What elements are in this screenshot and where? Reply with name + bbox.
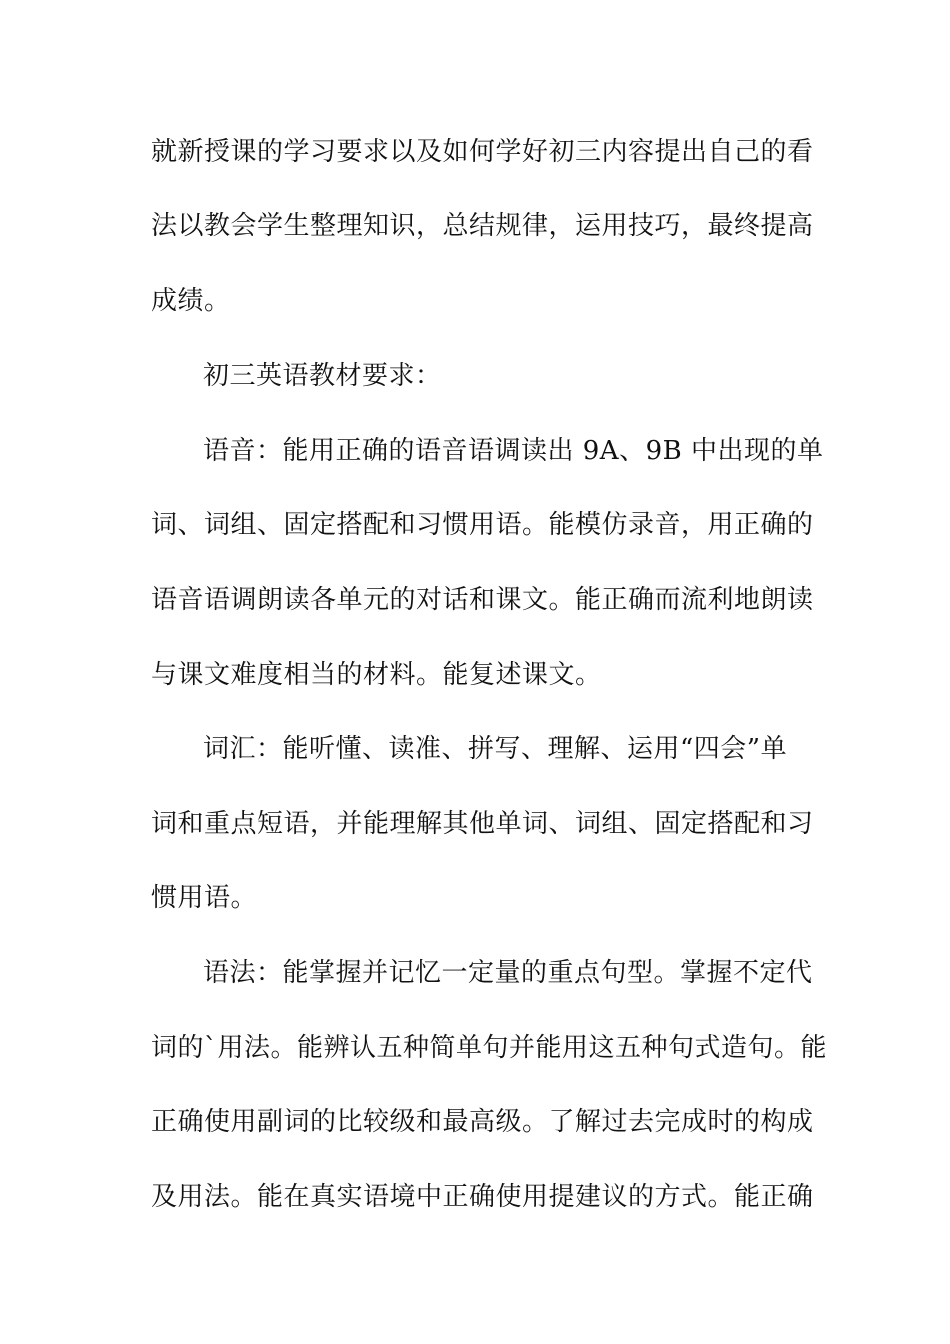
text-line: 成绩。 xyxy=(151,286,231,316)
text-line: 词汇：能听懂、读准、拼写、理解、运用“四会”单 xyxy=(203,734,788,764)
text-line: 语音语调朗读各单元的对话和课文。能正确而流利地朗读 xyxy=(151,585,814,615)
text-line: 语法：能掌握并记忆一定量的重点句型。掌握不定代 xyxy=(203,958,813,988)
text-line: 正确使用副词的比较级和最高级。了解过去完成时的构成 xyxy=(151,1107,814,1137)
text-line: 与课文难度相当的材料。能复述课文。 xyxy=(151,660,602,690)
text-line: 法以教会学生整理知识，总结规律，运用技巧，最终提高 xyxy=(151,211,814,241)
text-line: 语音：能用正确的语音语调读出 9A、9B 中出现的单 xyxy=(203,436,824,466)
text-line: 惯用语。 xyxy=(151,883,258,913)
text-line: 及用法。能在真实语境中正确使用提建议的方式。能正确 xyxy=(151,1182,814,1212)
section-heading: 初三英语教材要求： xyxy=(203,361,442,391)
text-line: 就新授课的学习要求以及如何学好初三内容提出自己的看 xyxy=(151,137,814,167)
text-line: 词、词组、固定搭配和习惯用语。能模仿录音，用正确的 xyxy=(151,510,814,540)
text-line: 词的`用法。能辨认五种简单句并能用这五种句式造句。能 xyxy=(151,1033,828,1063)
text-line: 词和重点短语，并能理解其他单词、词组、固定搭配和习 xyxy=(151,809,814,839)
